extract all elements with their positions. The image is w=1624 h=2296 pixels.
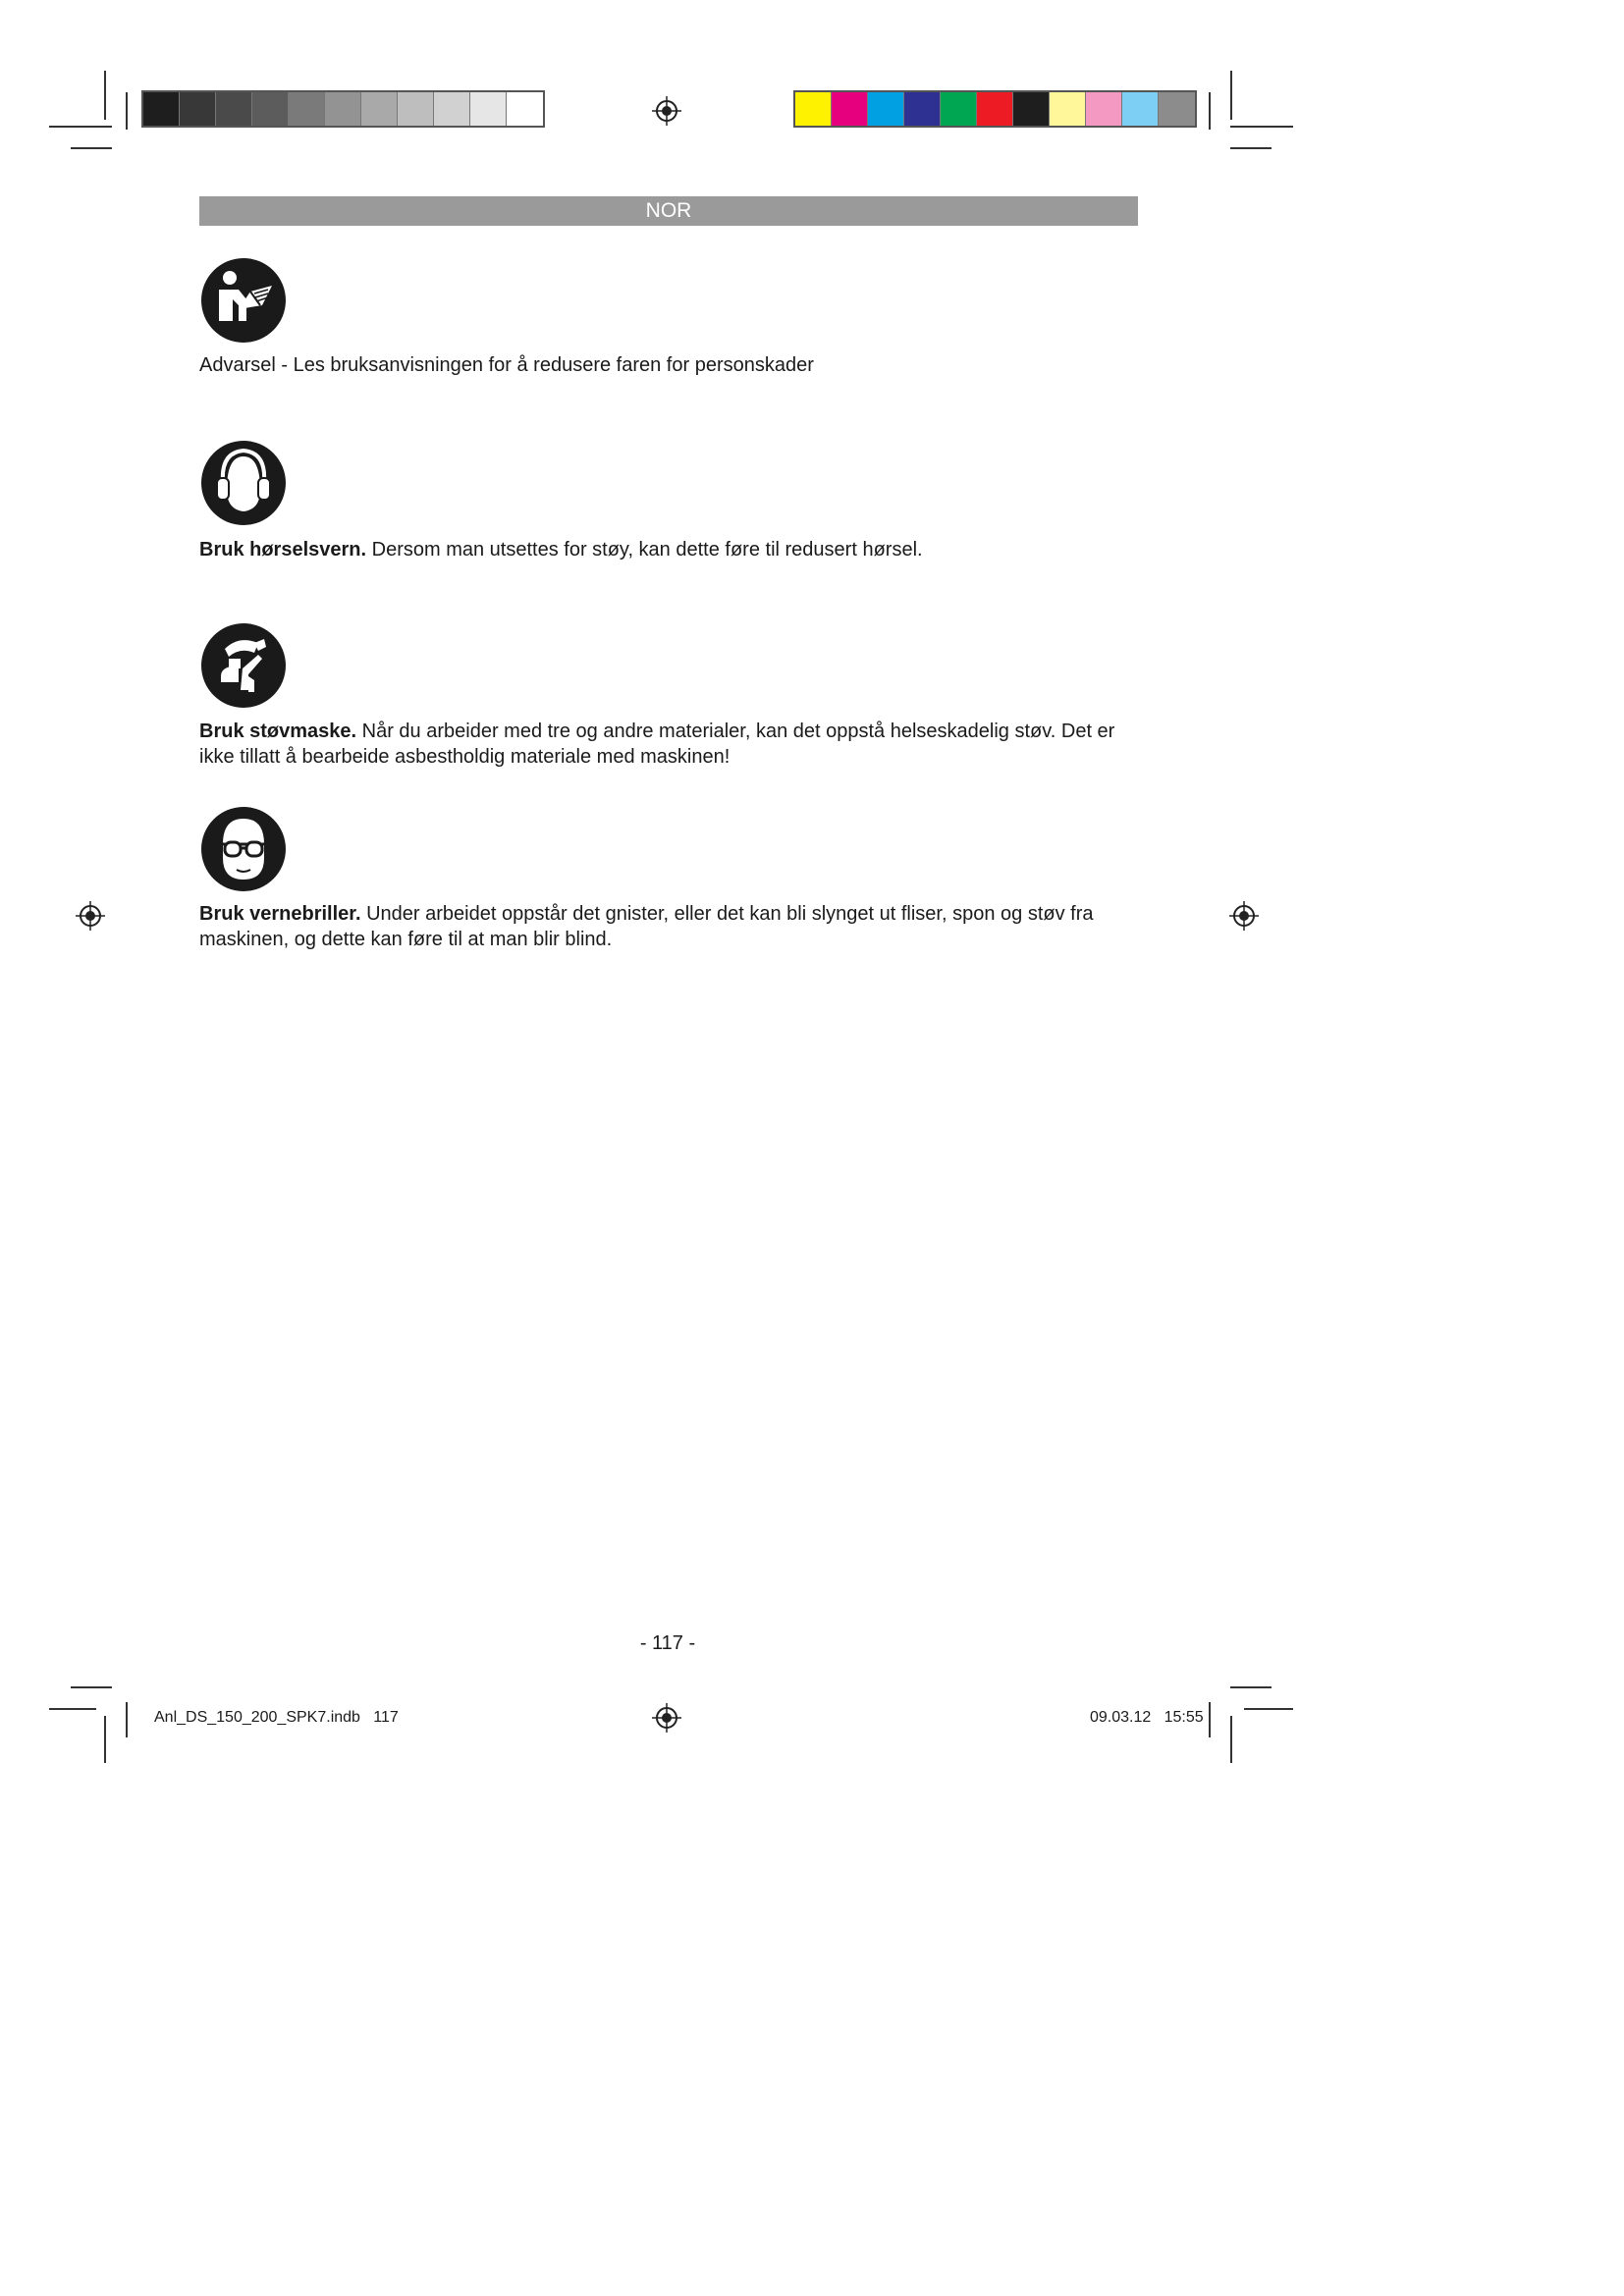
section-text: Dersom man utsettes for støy, kan dette føre til redusert hørsel. — [366, 539, 923, 561]
file-info: Anl_DS_150_200_SPK7.indb 117 — [154, 1709, 399, 1726]
calibration-swatch — [1159, 92, 1195, 126]
crop-mark — [1230, 1716, 1232, 1763]
read-manual-icon — [199, 256, 288, 345]
crop-mark — [1244, 1708, 1293, 1710]
calibration-swatch — [216, 92, 252, 126]
calibration-swatch — [434, 92, 470, 126]
section-ear-protection — [199, 537, 1142, 562]
calibration-swatch — [1050, 92, 1086, 126]
section-dust-mask — [199, 719, 1142, 770]
calibration-swatch — [868, 92, 904, 126]
crop-mark — [1230, 71, 1232, 120]
calibration-swatch — [904, 92, 941, 126]
section-safety-goggles — [199, 901, 1142, 952]
calibration-swatch — [1086, 92, 1122, 126]
crop-mark — [126, 1702, 128, 1737]
calibration-swatch — [143, 92, 180, 126]
dust-mask-icon — [199, 621, 288, 710]
crop-mark — [1230, 126, 1293, 128]
section-title: Bruk hørselsvern. — [199, 539, 367, 561]
calibration-swatch — [507, 92, 543, 126]
language-header: NOR — [199, 196, 1138, 226]
section-title: Bruk støvmaske. — [199, 721, 357, 742]
section-read-manual — [199, 352, 1142, 378]
calibration-swatch — [180, 92, 216, 126]
section-text: Advarsel - Les bruksanvisningen for å redusere faren for personskader — [199, 354, 814, 376]
page-number: - 117 - — [639, 1632, 696, 1654]
print-timestamp: 09.03.12 15:55 — [1090, 1709, 1204, 1726]
calibration-swatch — [361, 92, 398, 126]
calibration-swatch — [325, 92, 361, 126]
crop-mark — [1209, 92, 1211, 130]
registration-mark-icon — [76, 901, 105, 931]
crop-mark — [49, 126, 112, 128]
section-text: Når du arbeider med tre og andre materialer, kan det oppstå helseskadelig støv. Det er ikke tillatt å bearbeide asbestholdig materiale med maskinen! — [199, 721, 1115, 768]
crop-mark — [1230, 147, 1272, 149]
registration-mark-icon — [652, 96, 681, 126]
crop-mark — [71, 147, 112, 149]
crop-mark — [1209, 1702, 1211, 1737]
crop-mark — [126, 92, 128, 130]
registration-mark-icon — [1229, 901, 1259, 931]
calibration-swatch — [941, 92, 977, 126]
calibration-swatch — [1013, 92, 1050, 126]
calibration-swatch — [470, 92, 507, 126]
calibration-swatch — [289, 92, 325, 126]
calibration-swatch — [795, 92, 832, 126]
crop-mark — [104, 1716, 106, 1763]
ear-protection-icon — [199, 439, 288, 527]
crop-mark — [104, 71, 106, 120]
crop-mark — [1230, 1686, 1272, 1688]
calibration-swatch — [832, 92, 868, 126]
crop-mark — [49, 1708, 96, 1710]
section-text: Under arbeidet oppstår det gnister, eller det kan bli slynget ut fliser, spon og støv fra maskinen, og dette kan føre til at man blir blind. — [199, 903, 1094, 950]
calibration-swatch — [398, 92, 434, 126]
calibration-swatch — [977, 92, 1013, 126]
section-title: Bruk vernebriller. — [199, 903, 361, 925]
color-calibration-bar — [793, 90, 1197, 128]
registration-mark-icon — [652, 1703, 681, 1733]
calibration-swatch — [1122, 92, 1159, 126]
calibration-swatch — [252, 92, 289, 126]
crop-mark — [71, 1686, 112, 1688]
safety-goggles-icon — [199, 805, 288, 893]
grayscale-calibration-bar — [141, 90, 545, 128]
